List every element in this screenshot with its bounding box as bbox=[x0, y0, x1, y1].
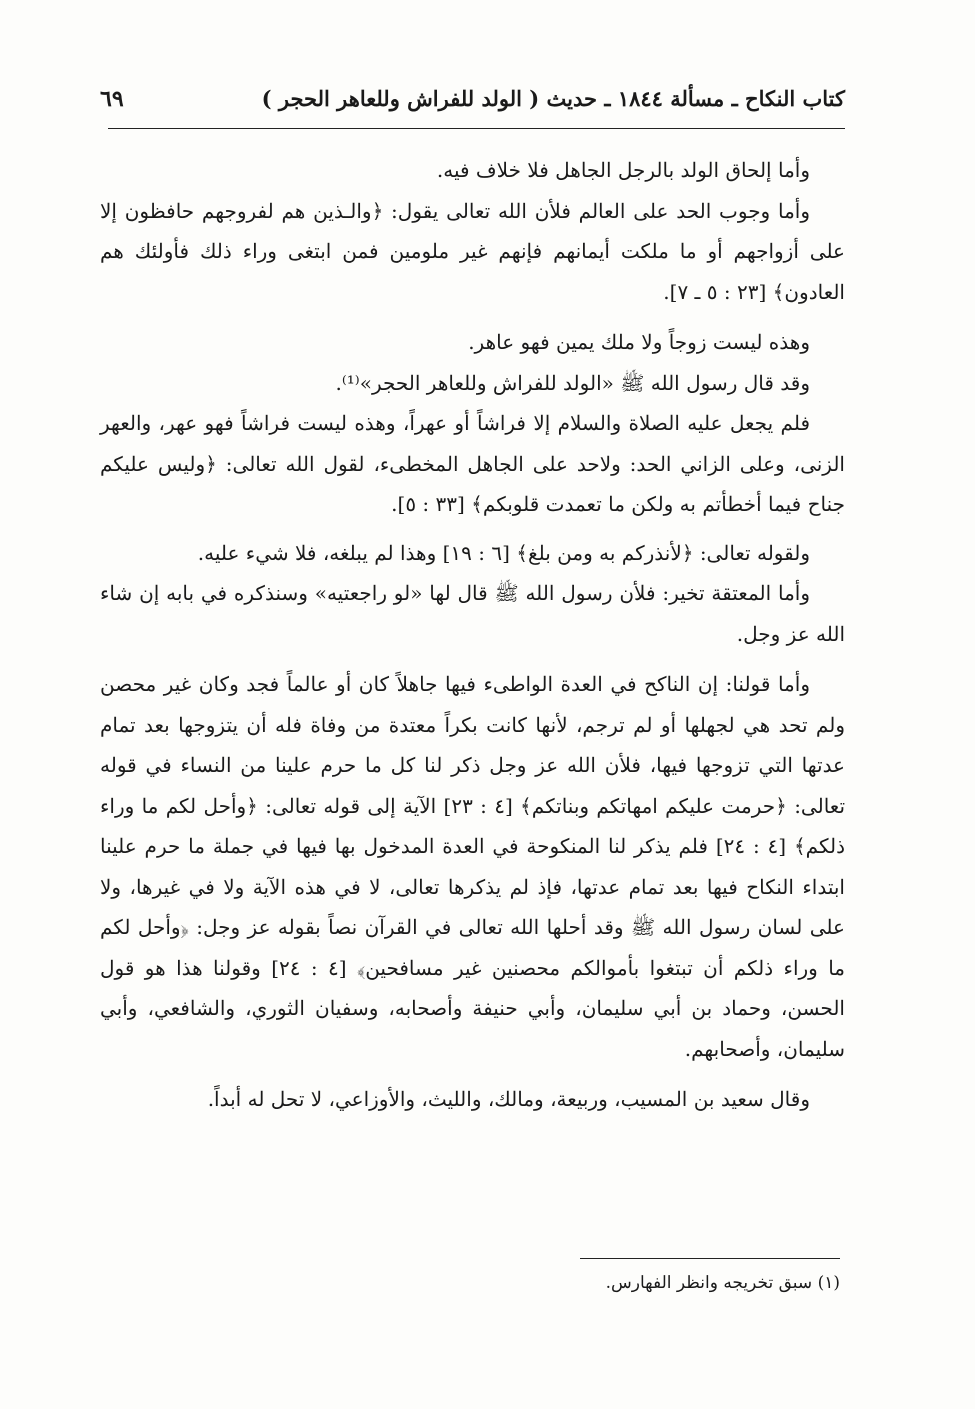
header-divider bbox=[108, 128, 845, 129]
paragraph: فلم يجعل عليه الصلاة والسلام إلا فراشاً أو عهراً، وهذه ليست فراشاً فهو عهر، والعهر الزنى، وعلى الزاني الحد: ولاحد على الجاهل المخطىء، لقول الله تعالى: ﴿وليس عليكم جناح فيما أخطأتم به ولكن ما تعمدت قلوبكم﴾ [٣٣ : ٥]. bbox=[100, 411, 845, 516]
paragraph: ولقوله تعالى: ﴿لأنذركم به ومن بلغ﴾ [٦ : ١٩] وهذا لم يبلغه، فلا شيء عليه. bbox=[197, 540, 810, 565]
footnote-divider bbox=[580, 1258, 840, 1259]
footnote: (١) سبق تخريجه وانظر الفهارس. bbox=[605, 1273, 840, 1293]
paragraph: وأما قولنا: إن الناكح في العدة الواطىء فيها جاهلاً كان أو عالماً فجد وكان غير محصن ولم تحد هي لجهلها أو لم ترجم، لأنها كانت بكراً معتدة من وفاة فله أن يتزوجها بعد تمام عدتها التي تزوجها فيها، فلأن الله عز وجل ذكر لنا كل ما حرم علينا من النساء في قوله تعالى: ﴿حرمت عليكم امهاتكم وبناتكم﴾ [٤ : ٢٣] الآية إلى قوله تعالى: ﴿وأحل لكم ما وراء ذلكم﴾ [٤ : ٢٤] فلم يذكر لنا المنكوحة في العدة المدخول بها فيها في جملة ما حرم علينا ابتداء النكاح فيها بعد تمام عدتها، فإذ لم يذكرها تعالى، لا في هذه الآية ولا في غيرها، ولا على لسان رسول الله ﷺ وقد أحلها الله تعالى في القرآن نصاً بقوله عز وجل: ﴿وأحل لكم ما وراء ذلكم أن تبتغوا بأموالكم محصنين غير مسافحين﴾ [٤ : ٢٤] وقولنا هذا هو قول الحسن، وحماد بن أبي سليمان، وأبي حنيفة وأصحابه، وسفيان الثوري، والشافعي، وأبي سليمان، وأصحابهم. bbox=[100, 672, 846, 1061]
paragraph: وأما إلحاق الولد بالرجل الجاهل فلا خلاف فيه. bbox=[436, 158, 810, 182]
main-text bbox=[100, 150, 845, 1120]
paragraph: وهذه ليست زوجاً ولا ملك يمين فهو عاهر. bbox=[468, 330, 810, 354]
page-number: ٦٩ bbox=[100, 86, 124, 112]
paragraph: وقد قال رسول الله ﷺ «الولد للفراش وللعاهر الحجر»⁽¹⁾. bbox=[335, 370, 810, 395]
paragraph: وأما وجوب الحد على العالم فلأن الله تعالى يقول: ﴿والـذين هم لفروجهم حافظون إلا على أزواجهم أو ما ملكت أيمانهم فإنهم غير ملومين فمن ابتغى وراء ذلك فأولئك هم العادون﴾ [٢٣ : ٥ ـ ٧]. bbox=[100, 198, 845, 304]
paragraph: وأما المعتقة تخير: فلأن رسول الله ﷺ قال لها «لو راجعتيه» وسنذكره في بابه إن شاء الله عز وجل. bbox=[100, 581, 845, 646]
paragraph: وقال سعيد بن المسيب، وربيعة، ومالك، والليث، والأوزاعي، لا تحل له أبداً. bbox=[207, 1087, 810, 1111]
running-header bbox=[100, 80, 845, 120]
running-header-title: كتاب النكاح ـ مسألة ١٨٤٤ ـ حديث ( الولد للفراش وللعاهر الحجر ) bbox=[261, 86, 845, 111]
